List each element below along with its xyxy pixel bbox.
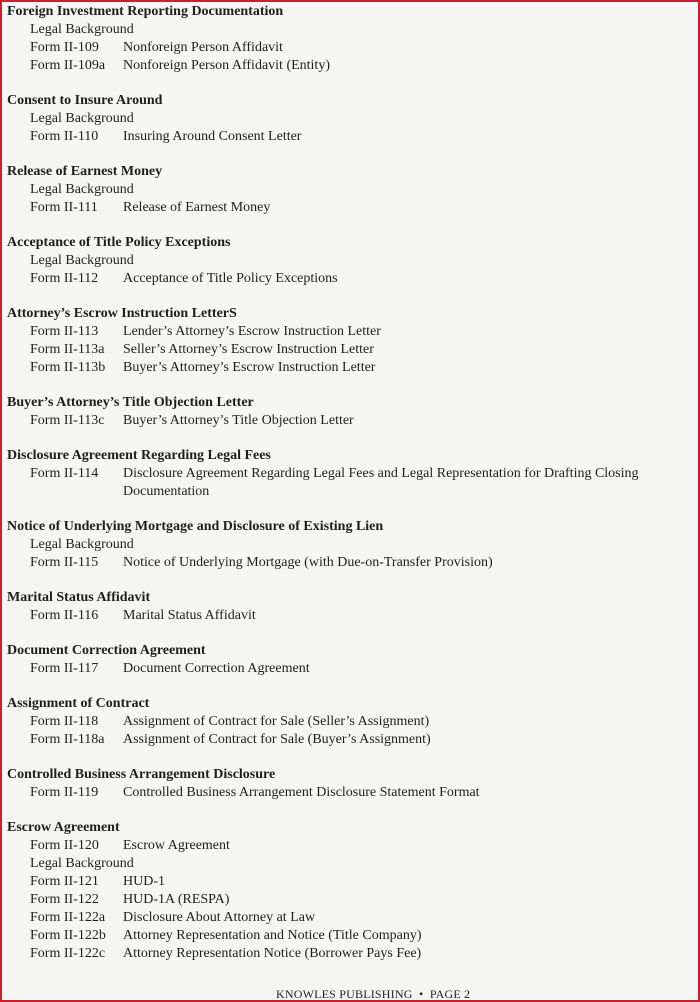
document-section (7, 447, 698, 501)
form-number: Form II-122a (30, 910, 106, 925)
entry-title: Lender’s Attorney’s Escrow Instruction Letter (123, 324, 381, 339)
entry-title: Attorney Representation and Notice (Title Company) (123, 928, 422, 943)
section-heading: Escrow Agreement (7, 820, 120, 835)
document-section (7, 518, 698, 572)
list-item (7, 607, 698, 625)
section-heading: Buyer’s Attorney’s Title Objection Letter (7, 395, 254, 410)
section-heading: Attorney’s Escrow Instruction LetterS (7, 306, 237, 321)
entry-title: Insuring Around Consent Letter (123, 129, 302, 144)
list-item (7, 554, 698, 572)
entry-title: Assignment of Contract for Sale (Seller’s Assignment) (123, 714, 430, 729)
list-item (7, 536, 698, 554)
form-number: Form II-112 (30, 271, 99, 286)
footer-publisher: KNOWLES PUBLISHING (276, 987, 413, 1001)
page-footer (276, 986, 470, 1002)
entry-title: Marital Status Affidavit (123, 608, 256, 623)
entry-title: Document Correction Agreement (123, 661, 310, 676)
entry-title: HUD-1A (RESPA) (123, 892, 230, 907)
form-number: Form II-113b (30, 360, 106, 375)
list-item (7, 837, 698, 855)
entry-title: HUD-1 (123, 874, 165, 889)
list-item (7, 270, 698, 288)
entry-title: Buyer’s Attorney’s Title Objection Letter (123, 413, 354, 428)
list-item (7, 909, 698, 927)
list-item (7, 784, 698, 802)
entry-title: Disclosure About Attorney at Law (123, 910, 316, 925)
list-item (7, 465, 698, 501)
section-heading: Assignment of Contract (7, 696, 150, 711)
section-heading: Release of Earnest Money (7, 164, 163, 179)
list-item (7, 128, 698, 146)
form-number: Form II-114 (30, 466, 99, 481)
entry-title: Escrow Agreement (123, 838, 230, 853)
document-section (7, 589, 698, 625)
entry-title: Buyer’s Attorney’s Escrow Instruction Letter (123, 360, 376, 375)
entry-title: Disclosure Agreement Regarding Legal Fees and Legal Representation for Drafting Closing Documentation (123, 466, 639, 499)
entry-title: Attorney Representation Notice (Borrower Pays Fee) (123, 946, 422, 961)
form-number: Form II-117 (30, 661, 99, 676)
form-number: Form II-115 (30, 555, 99, 570)
list-item (7, 731, 698, 749)
document-section (7, 163, 698, 217)
entry-title: Nonforeign Person Affidavit (123, 40, 283, 55)
list-item (7, 39, 698, 57)
form-number: Form II-122 (30, 892, 99, 907)
list-item (7, 713, 698, 731)
document-section (7, 234, 698, 288)
document-section (7, 305, 698, 377)
document-section (7, 642, 698, 678)
entry-title: Seller’s Attorney’s Escrow Instruction Letter (123, 342, 374, 357)
form-number: Form II-113 (30, 324, 99, 339)
footer-page-number: PAGE 2 (429, 987, 471, 1001)
section-heading: Notice of Underlying Mortgage and Disclosure of Existing Lien (7, 519, 384, 534)
entry-title: Notice of Underlying Mortgage (with Due-on-Transfer Provision) (123, 555, 493, 570)
section-heading: Disclosure Agreement Regarding Legal Fees (7, 448, 271, 463)
form-number: Form II-109a (30, 58, 106, 73)
list-item (7, 873, 698, 891)
form-number: Form II-110 (30, 129, 99, 144)
entry-title: Acceptance of Title Policy Exceptions (123, 271, 338, 286)
form-number: Form II-122b (30, 928, 106, 943)
form-number: Form II-118 (30, 714, 99, 729)
list-item (7, 359, 698, 377)
section-heading: Acceptance of Title Policy Exceptions (7, 235, 231, 250)
form-number: Form II-119 (30, 785, 99, 800)
document-section (7, 819, 698, 963)
list-item (7, 252, 698, 270)
entry-title: Legal Background (30, 253, 134, 268)
section-heading: Document Correction Agreement (7, 643, 206, 658)
entry-title: Release of Earnest Money (123, 200, 271, 215)
form-number: Form II-122c (30, 946, 106, 961)
list-item (7, 412, 698, 430)
form-number: Form II-113c (30, 413, 105, 428)
document-section (7, 92, 698, 146)
form-number: Form II-109 (30, 40, 99, 55)
table-of-contents (7, 3, 698, 980)
list-item (7, 57, 698, 75)
document-section (7, 766, 698, 802)
section-heading: Consent to Insure Around (7, 93, 163, 108)
list-item (7, 855, 698, 873)
entry-title: Legal Background (30, 856, 134, 871)
section-heading: Foreign Investment Reporting Documentation (7, 4, 284, 19)
footer-separator: • (419, 987, 424, 1001)
document-section (7, 394, 698, 430)
entry-title: Legal Background (30, 22, 134, 37)
form-number: Form II-118a (30, 732, 105, 747)
form-number: Form II-111 (30, 200, 98, 215)
document-section (7, 3, 698, 75)
list-item (7, 199, 698, 217)
list-item (7, 927, 698, 945)
entry-title: Controlled Business Arrangement Disclosure Statement Format (123, 785, 480, 800)
list-item (7, 341, 698, 359)
entry-title: Assignment of Contract for Sale (Buyer’s Assignment) (123, 732, 431, 747)
section-heading: Controlled Business Arrangement Disclosure (7, 767, 276, 782)
list-item (7, 181, 698, 199)
entry-title: Legal Background (30, 182, 134, 197)
list-item (7, 891, 698, 909)
section-heading: Marital Status Affidavit (7, 590, 151, 605)
form-number: Form II-120 (30, 838, 99, 853)
form-number: Form II-121 (30, 874, 99, 889)
entry-title: Nonforeign Person Affidavit (Entity) (123, 58, 330, 73)
entry-title: Legal Background (30, 537, 134, 552)
list-item (7, 323, 698, 341)
form-number: Form II-116 (30, 608, 99, 623)
form-number: Form II-113a (30, 342, 105, 357)
list-item (7, 945, 698, 963)
list-item (7, 660, 698, 678)
list-item (7, 21, 698, 39)
entry-title: Legal Background (30, 111, 134, 126)
list-item (7, 110, 698, 128)
document-section (7, 695, 698, 749)
